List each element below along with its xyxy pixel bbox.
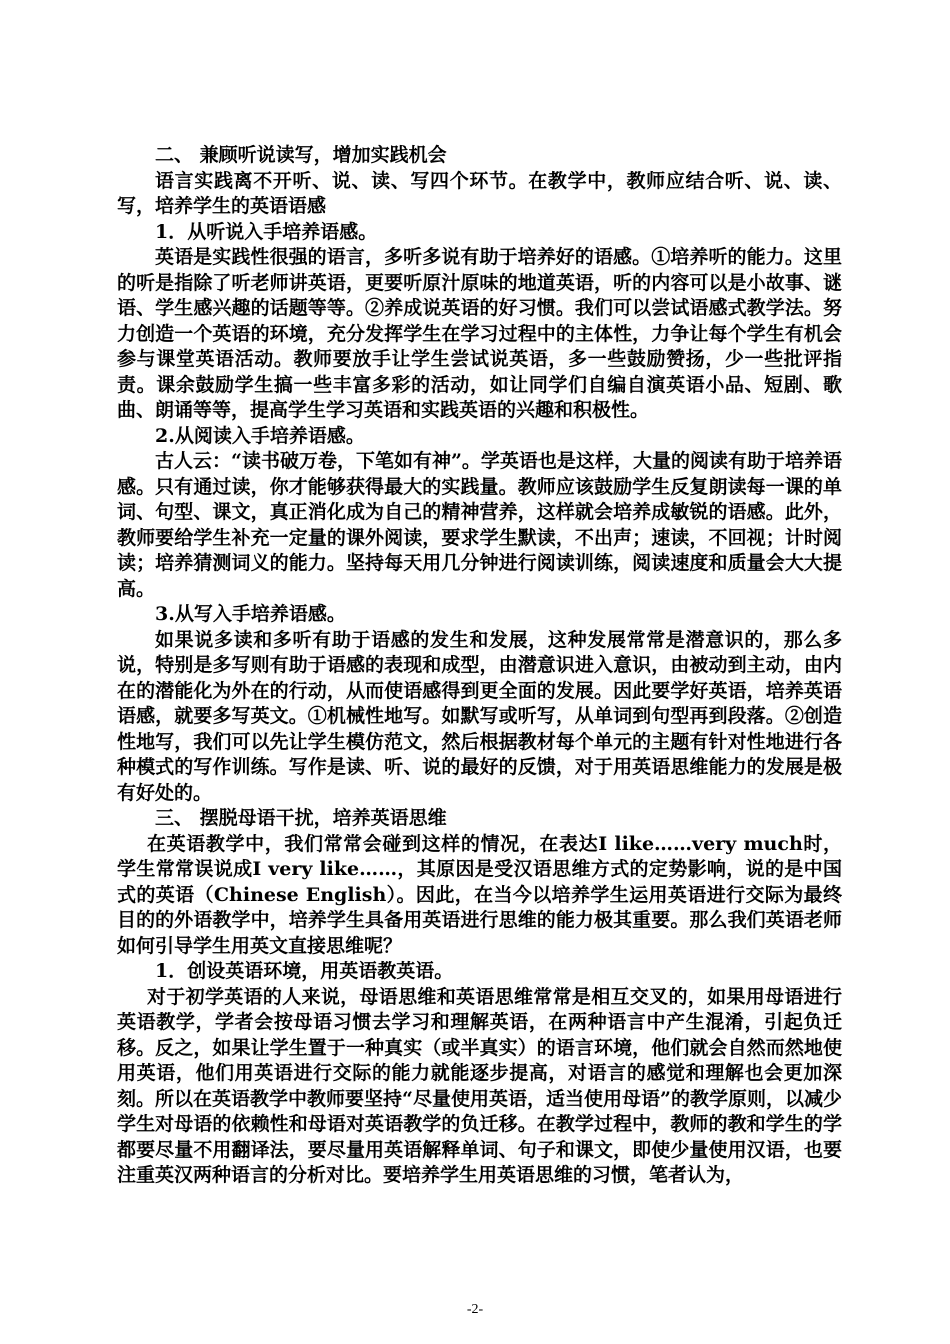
paragraph-listening-speaking: 英语是实践性很强的语言，多听多说有助于培养好的语感。①培养听的能力。这里的听是指除了听老师讲英语，更要听原汁原味的地道英语，听的内容可以是小故事、谜语、学生感兴趣的话题等等。②养成说英语的好习惯。我们可以尝试语感式教学法。努力创造一个英语的环境，充分发挥学生在学习过程中的主体性，力争让每个学生有机会参与课堂英语活动。教师要放手让学生尝试说英语，多一些鼓励赞扬，少一些批评指责。课余鼓励学生搞一些丰富多彩的活动，如让同学们自编自演英语小品、短剧、歌曲、朗诵等等，提高学生学习英语和实践英语的兴趣和积极性。	[117, 246, 842, 421]
paragraph-writing: 如果说多读和多听有助于语感的发生和发展，这种发展常常是潜意识的，那么多说，特别是多写则有助于语感的表现和成型，由潜意识进入意识，由被动到主动，由内在的潜能化为外在的行动，从而使语感得到更全面的发展。因此要学好英语，培养英语语感，就要多写英文。①机械性地写。如默写或听写，从单词到句型再到段落。②创造性地写，我们可以先让学生模仿范文，然后根据教材每个单元的主题有针对性地进行各种模式的写作训练。写作是读、听、说的最好的反馈，对于用英语思维能力的发展是极有好处的。	[117, 628, 842, 804]
section-heading-2: 二、 兼顾听说读写，增加实践机会	[155, 144, 447, 166]
section-intro-3: 在英语教学中，我们常常会碰到这样的情况，在表达I like……very much时，学生常常误说成I very like……，其原因是受汉语思维方式的定势影响，说的是中国式的英语（Chinese English）。因此，在当今以培养学生运用英语进行交际为最终目的的外语教学中，培养学生具备用英语进行思维的能力极其重要。那么我们英语老师如何引导学生用英文直接思维呢？	[117, 832, 842, 957]
page-number: -2-	[466, 1302, 484, 1317]
document-body	[117, 143, 842, 1189]
subsection-title-listening-speaking: 1．从听说入手培养语感。	[155, 220, 378, 243]
section-heading-3: 三、 摆脱母语干扰，培养英语思维	[155, 807, 447, 829]
paragraph-english-environment: 对于初学英语的人来说，母语思维和英语思维常常是相互交叉的，如果用母语进行英语教学，学者会按母语习惯去学习和理解英语，在两种语言中产生混淆，引起负迁移。反之，如果让学生置于一种真实（或半真实）的语言环境，他们就会自然而然地使用英语，他们用英语进行交际的能力就能逐步提高，对语言的感觉和理解也会更加深刻。所以在英语教学中教师要坚持“尽量使用英语，适当使用母语”的教学原则，以减少学生对母语的依赖性和母语对英语教学的负迁移。在教学过程中，教师的教和学生的学都要尽量不用翻译法，要尽量用英语解释单词、句子和课文，即使少量使用汉语，也要注重英汉两种语言的分析对比。要培养学生用英语思维的习惯，笔者认为，	[117, 985, 842, 1186]
subsection-title-english-environment: 1．创设英语环境，用英语教英语。	[155, 960, 454, 982]
paragraph-reading: 古人云：“读书破万卷，下笔如有神”。学英语也是这样，大量的阅读有助于培养语感。只有通过读，你才能够获得最大的实践量。教师应该鼓励学生反复朗读每一课的单词、句型、课文，真正消化成为自己的精神营养，这样就会培养成敏锐的语感。此外，教师要给学生补充一定量的课外阅读，要求学生默读，不出声；速读，不回视；计时阅读；培养猜测词义的能力。坚持每天用几分钟进行阅读训练，阅读速度和质量会大大提高。	[117, 450, 842, 600]
section-intro-2: 语言实践离不开听、说、读、写四个环节。在教学中，教师应结合听、说、读、写，培养学生的英语语感	[117, 169, 842, 217]
subsection-title-writing: 3.从写入手培养语感。	[155, 603, 346, 625]
subsection-title-reading: 2.从阅读入手培养语感。	[155, 424, 365, 447]
